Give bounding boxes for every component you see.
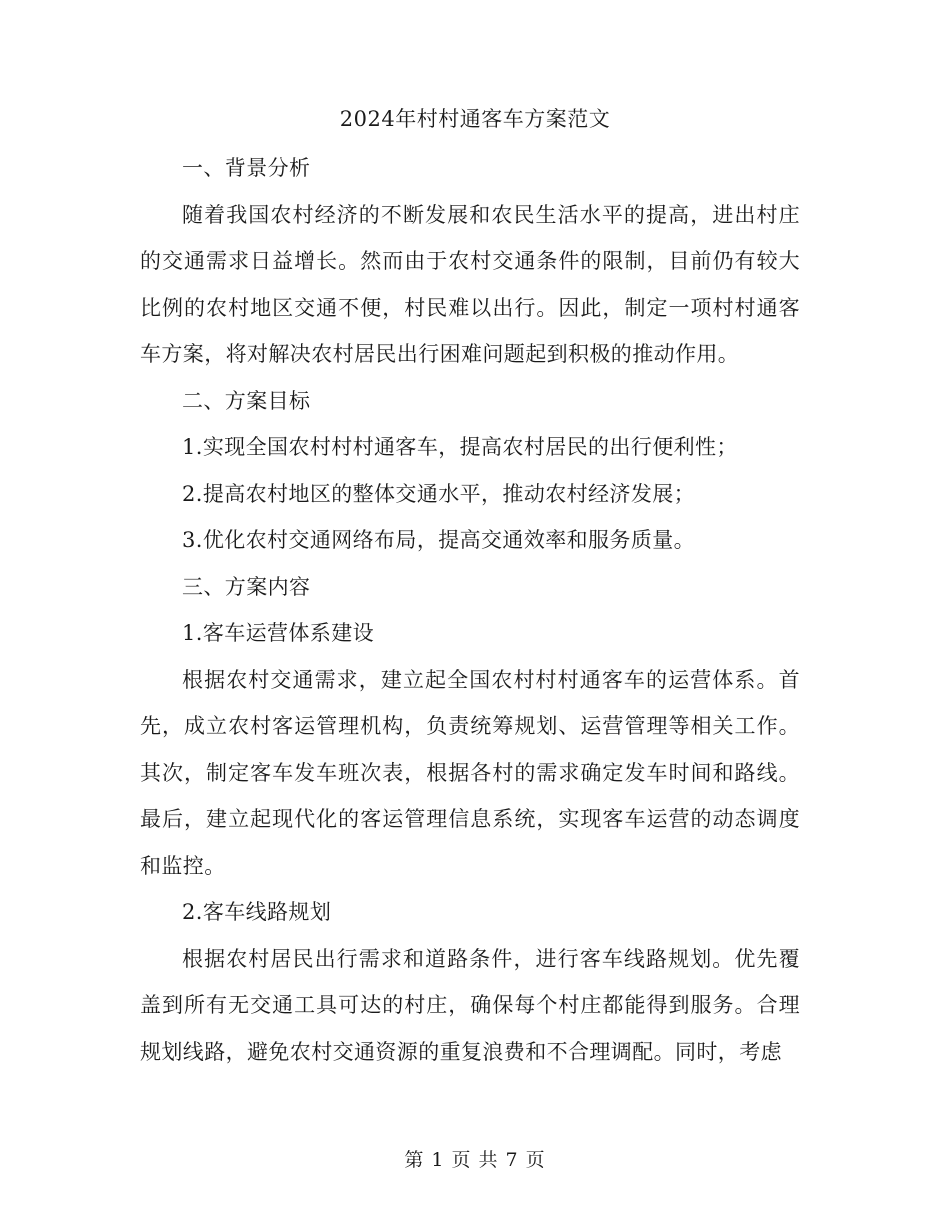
- paragraph-operation-system: 根据农村交通需求，建立起全国农村村村通客车的运营体系。首先，成立农村客运管理机构，负责统筹规划、运营管理等相关工作。其次，制定客车发车班次表，根据各村的需求确定发车时间和路线。最后，建立起现代化的客运管理信息系统，实现客车运营的动态调度和监控。: [140, 667, 800, 878]
- document-title: 2024年村村通客车方案范文: [339, 107, 611, 131]
- paragraph-route-planning: 根据农村居民出行需求和道路条件，进行客车线路规划。优先覆盖到所有无交通工具可达的村庄，确保每个村庄都能得到服务。合理规划线路，避免农村交通资源的重复浪费和不合理调配。同时，考虑: [140, 946, 800, 1064]
- subheading-operation-system: 1.客车运营体系建设: [182, 621, 375, 645]
- section-heading-content: 三、方案内容: [182, 574, 311, 599]
- page-footer: 第 1 页 共 7 页: [404, 1149, 546, 1171]
- section-heading-goals: 二、方案目标: [182, 388, 311, 413]
- paragraph-background: 随着我国农村经济的不断发展和农民生活水平的提高，进出村庄的交通需求日益增长。然而由于农村交通条件的限制，目前仍有较大比例的农村地区交通不便，村民难以出行。因此，制定一项村村通客车方案，将对解决农村居民出行困难问题起到积极的推动作用。: [140, 202, 800, 366]
- subheading-route-planning: 2.客车线路规划: [182, 900, 332, 924]
- goal-item-3: 3.优化农村交通网络布局，提高交通效率和服务质量。: [182, 528, 696, 552]
- document-body: [140, 145, 800, 1075]
- section-heading-background: 一、背景分析: [182, 156, 311, 180]
- goal-item-1: 1.实现全国农村村村通客车，提高农村居民的出行便利性；: [182, 435, 738, 459]
- goal-item-2: 2.提高农村地区的整体交通水平，推动农村经济发展；: [182, 481, 696, 506]
